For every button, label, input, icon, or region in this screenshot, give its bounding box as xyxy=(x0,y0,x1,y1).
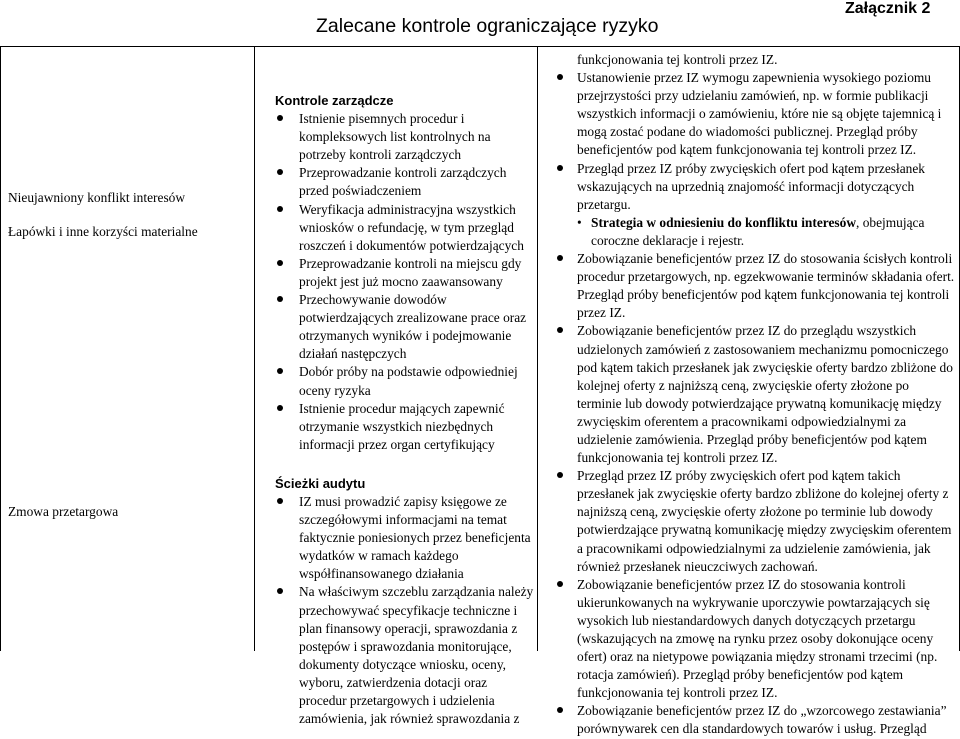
management-controls-list xyxy=(275,110,537,454)
list-item: Weryfikacja administracyjna wszystkich wniosków o refundację, w tym przegląd roszczeń i dokumentów potwierdzających xyxy=(275,201,537,255)
controls-column xyxy=(275,92,537,728)
measures-list xyxy=(553,69,955,738)
table-divider-1 xyxy=(254,46,255,651)
attachment-label: Załącznik 2 xyxy=(845,0,931,17)
risk-conflict-of-interest: Nieujawniony konflikt interesów xyxy=(8,190,186,205)
table-left-border xyxy=(0,46,1,651)
list-item: Przegląd przez IZ próby zwycięskich ofert pod kątem przesłanek wskazujących na uprzednią znajomość informacji dotyczących przetargu. xyxy=(553,160,955,214)
list-item: Zobowiązanie beneficjentów przez IZ do przeglądu wszystkich udzielonych zamówień z zastosowaniem mechanizmu pomocniczego pod kątem takich przesłanek jak zwycięskie oferty bardzo zbliżone do kolejnej oferty z najniższą ceną, zwycięskie oferty złożone po terminie lub dowody potwierdzające prywatną komunikację między zwycięskim oferentem a pracownikami odpowiedzialnymi za udzielenie zamówienia. Przegląd próby beneficjentów pod kątem funkcjonowania tej kontroli przez IZ. xyxy=(553,322,955,467)
page-title: Zalecane kontrole ograniczające ryzyko xyxy=(316,15,659,37)
audit-trails-list xyxy=(275,493,537,728)
list-item: Przeprowadzanie kontroli na miejscu gdy projekt jest już mocno zaawansowany xyxy=(275,255,537,291)
list-item: Przeprowadzanie kontroli zarządczych przed poświadczeniem xyxy=(275,164,537,200)
list-item: Zobowiązanie beneficjentów przez IZ do stosowania kontroli ukierunkowanych na wykrywanie uporczywie powtarzających się wysokich lub niestandardowych danych dotyczących przetargu (wskazujących na zmowę na rynku przez osoby dokonujące oceny ofert) oraz na nietypowe powiązania między stronami trzecimi (np. rotacja zamówień). Przegląd próby beneficjentów pod kątem funkcjonowania tej kontroli przez IZ. xyxy=(553,576,955,703)
measures-column xyxy=(553,51,955,739)
audit-trails-title: Ścieżki audytu xyxy=(275,475,366,491)
strategy-bold-text: Strategia w odniesieniu do konfliktu interesów xyxy=(591,214,856,230)
list-item: Istnienie pisemnych procedur i kompleksowych list kontrolnych na potrzeby kontroli zarządczych xyxy=(275,110,537,164)
strategy-rest-text: , obejmująca coroczne deklaracje i rejestr. xyxy=(591,214,925,248)
table-top-border xyxy=(0,46,960,47)
list-item: Przegląd przez IZ próby zwycięskich ofert pod kątem takich przesłanek jak zwycięskie oferty bardzo zbliżone do kolejnej oferty z najniższą ceną, zwycięskie oferty złożone po terminie lub dowody potwierdzające prywatną komunikację między zwycięskim oferentem a pracownikami odpowiedzialnymi za udzielenie zamówienia, jak również przesłanek nieuczciwych zachowań. xyxy=(553,467,955,576)
risk-bribes: Łapówki i inne korzyści materialne xyxy=(8,224,198,239)
management-controls-title: Kontrole zarządcze xyxy=(275,93,394,108)
list-item: Zobowiązanie beneficjentów przez IZ do stosowania ścisłych kontroli procedur przetargowych, np. egzekwowanie terminów składania ofert. Przegląd próby beneficjentów pod kątem funkcjonowania tej kontroli przez IZ. xyxy=(553,250,955,322)
list-item: IZ musi prowadzić zapisy księgowe ze szczegółowymi informacjami na temat faktycznie poniesionych przez beneficjenta wydatków w ramach każdego współfinansowanego działania xyxy=(275,493,537,583)
list-item: Na właściwym szczeblu zarządzania należy przechowywać specyfikacje techniczne i plan finansowy operacji, sprawozdania z postępów i sprawozdania monitorujące, dokumenty dotyczące wniosku, oceny, wyboru, zatwierdzenia dotacji oraz procedur przetargowych i udzielenia zamówienia, jak również sprawozdania z xyxy=(275,583,537,728)
list-item: Istnienie procedur mających zapewnić otrzymanie wszystkich niezbędnych informacji przez organ certyfikujący xyxy=(275,400,537,454)
list-item: Dobór próby na podstawie odpowiedniej oceny ryzyka xyxy=(275,363,537,399)
list-item: Przechowywanie dowodów potwierdzających zrealizowane prace oraz otrzymanych wyników i podejmowanie działań następczych xyxy=(275,291,537,363)
list-item: Zobowiązanie beneficjentów przez IZ do „wzorcowego zestawiania” porównywarek cen dla standardowych towarów i usług. Przegląd xyxy=(553,702,955,738)
risk-bid-rigging: Zmowa przetargowa xyxy=(8,504,119,519)
table-divider-2 xyxy=(537,46,538,651)
list-item: Ustanowienie przez IZ wymogu zapewnienia wysokiego poziomu przejrzystości przy udzielaniu zamówień, np. w formie publikacji wszystkich informacji o zamówieniu, które nie są objęte tajemnicą i mogą zostać podane do wiadomości publicznej. Przegląd próby beneficjentów pod kątem funkcjonowania tej kontroli przez IZ. xyxy=(553,69,955,159)
continued-text: funkcjonowania tej kontroli przez IZ. xyxy=(577,52,778,67)
strategy-item xyxy=(553,214,955,250)
